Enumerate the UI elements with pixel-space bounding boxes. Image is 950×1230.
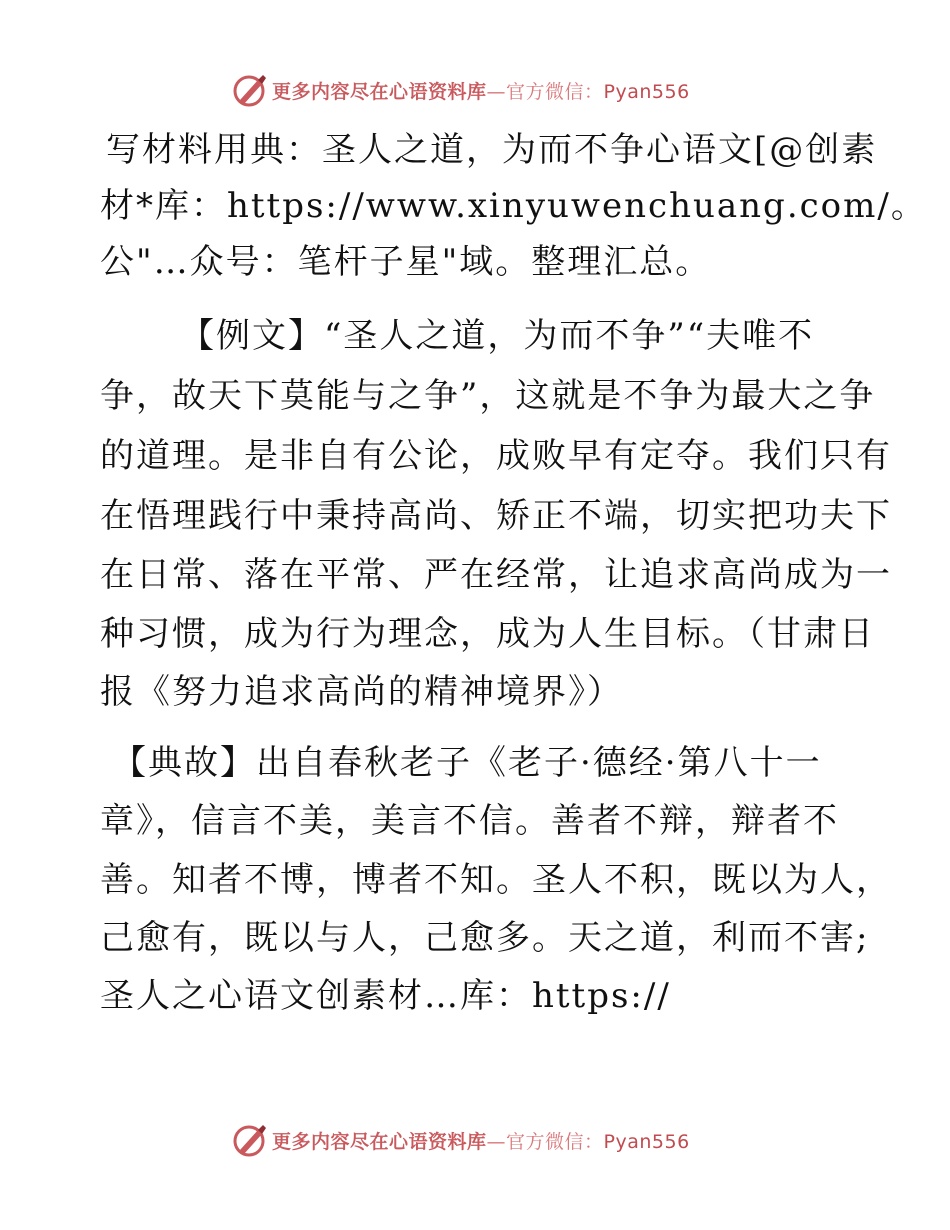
header-banner-brand: Pyan556 [603, 80, 690, 103]
example-line: 种习惯，成为行为理念，成为人生目标。（甘肃日 [100, 614, 875, 654]
header-banner-inner [232, 72, 690, 108]
allusion-line: 【典故】出自春秋老子《老子·德经·第八十一 [112, 743, 822, 783]
header-banner-text [272, 77, 690, 104]
example-line: 在日常、落在平常、严在经常，让追求高尚成为一 [100, 555, 892, 595]
footer-banner-lead: 更多内容尽在心语资料库 [272, 1130, 487, 1153]
intro-line: 材*库：https://www.xinyuwenchuang.com/。 [100, 186, 927, 226]
example-line: 争，故天下莫能与之争”，这就是不争为最大之争 [100, 376, 876, 416]
allusion-line: 善。知者不博，博者不知。圣人不积，既以为人， [100, 860, 892, 900]
example-line: 的道理。是非自有公论，成败早有定夺。我们只有 [100, 436, 892, 476]
allusion-line: 圣人之心语文创素材…库：https:// [100, 976, 671, 1016]
footer-banner-text [272, 1127, 690, 1154]
pen-logo-icon [232, 72, 268, 108]
pen-logo-icon [232, 1122, 268, 1158]
example-line: 在悟理践行中秉持高尚、矫正不端，切实把功夫下 [100, 496, 892, 536]
header-banner-lead: 更多内容尽在心语资料库 [272, 80, 487, 103]
example-line: 【例文】“圣人之道，为而不争”“夫唯不 [180, 316, 815, 356]
intro-line: 写材料用典：圣人之道，为而不争心语文[@创素 [106, 130, 878, 170]
example-line: 报《努力追求高尚的精神境界》） [100, 672, 623, 712]
header-banner-rest: —官方微信： [486, 80, 604, 103]
footer-banner-inner [232, 1122, 690, 1158]
allusion-line: 章》，信言不美，美言不信。善者不辩，辩者不 [100, 801, 839, 841]
footer-banner-rest: —官方微信： [486, 1130, 604, 1153]
footer-banner-brand: Pyan556 [603, 1130, 690, 1153]
allusion-line: 己愈有，既以与人，己愈多。天之道，利而不害; [100, 918, 870, 958]
footer-banner [0, 1120, 950, 1160]
intro-line: 公"…众号：笔杆子星"域。整理汇总。 [100, 242, 712, 282]
header-banner [0, 70, 950, 110]
